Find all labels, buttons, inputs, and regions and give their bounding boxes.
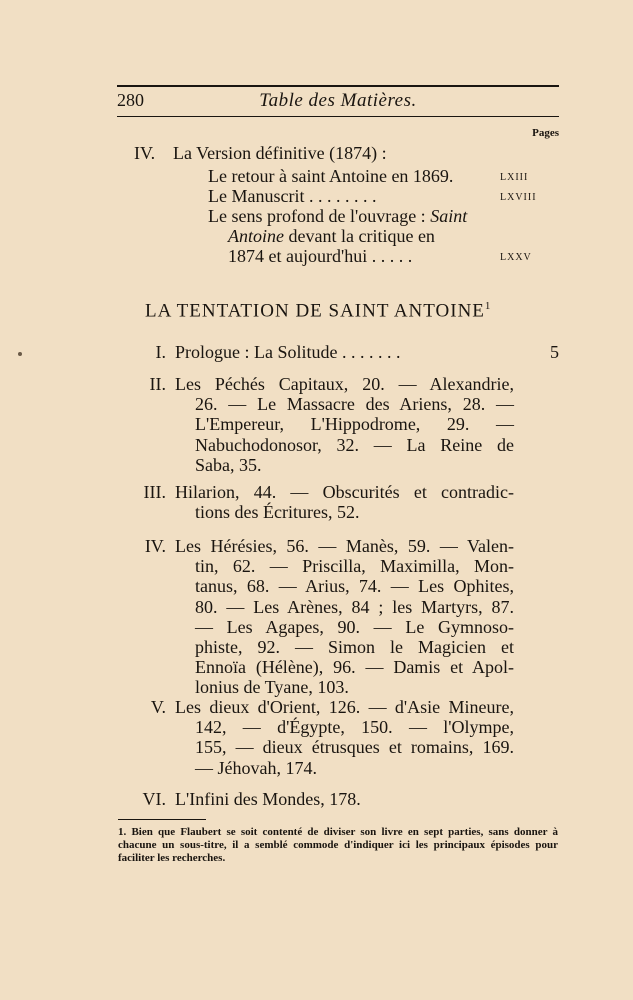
paper-speck: [18, 352, 22, 356]
part-iv-entry-2-text: Le Manuscrit: [208, 186, 305, 206]
entry-italic-text: Antoine: [228, 226, 284, 246]
toc-numeral: I.: [155, 342, 166, 362]
toc-line: L'Infini des Mondes, 178.: [175, 789, 361, 809]
part-iv-entry-3-line-1: [208, 206, 488, 227]
leader-dots: . . . . .: [371, 246, 413, 266]
part-iv-entry-1: Le retour à saint Antoine en 1869.: [208, 166, 454, 186]
entry-text: 1874 et aujourd'hui: [228, 246, 368, 266]
toc-line: — Jéhovah, 174.: [195, 757, 317, 778]
toc-line: 155, — dieux étrusques et romains, 169.: [195, 737, 514, 758]
part-iv-entry-2: [208, 186, 376, 207]
toc-line: 26. — Le Massacre des Ariens, 28. —: [195, 394, 514, 415]
toc-line: Nabuchodonosor, 32. — La Reine de: [195, 434, 514, 455]
entry-text: devant la critique en: [284, 226, 435, 246]
toc-line: Prologue : La Solitude . . . . . . .: [175, 342, 401, 362]
footnote-mark: 1: [484, 300, 492, 312]
header-underline: [117, 116, 559, 117]
entry-text: Le sens profond de l'ouvrage :: [208, 206, 431, 226]
toc-line: tin, 62. — Priscilla, Maximilla, Mon-: [195, 556, 514, 577]
toc-line: Ennoïa (Hélène), 96. — Damis et Apol-: [195, 657, 514, 678]
running-title: Table des Matières.: [259, 90, 417, 111]
part-iv-entry-1-page: lxiii: [500, 169, 529, 184]
toc-line: tanus, 68. — Arius, 74. — Les Ophites,: [195, 576, 514, 597]
footnote-rule: [118, 819, 206, 820]
part-iv-title: La Version définitive (1874) :: [173, 143, 387, 163]
toc-line: Hilarion, 44. — Obscurités et contradic-: [175, 482, 514, 502]
part-iv-entry-3-line-3: [228, 246, 412, 267]
toc-page-number: 5: [550, 342, 559, 362]
toc-numeral: III.: [143, 482, 166, 502]
toc-line: phiste, 92. — Simon le Magicien et: [195, 637, 514, 657]
toc-line: — Les Agapes, 90. — Le Gymnoso-: [195, 616, 514, 637]
toc-numeral: IV.: [144, 536, 166, 556]
toc-line: 142, — d'Égypte, 150. — l'Olympe,: [195, 717, 514, 738]
leader-dots: . . . . . . . .: [308, 186, 377, 206]
toc-numeral: V.: [150, 697, 166, 717]
page-header: [117, 90, 559, 116]
toc-line: Saba, 35.: [195, 454, 262, 475]
toc-line: Les Péchés Capitaux, 20. — Alexandrie,: [175, 374, 514, 394]
toc-line: L'Empereur, L'Hippodrome, 29. —: [195, 414, 514, 435]
part-iv-entry-2-page: lxviii: [500, 189, 537, 204]
pages-column-label: Pages: [532, 127, 559, 139]
toc-numeral: VI.: [142, 789, 166, 809]
footnote: 1. Bien que Flaubert se soit contenté de diviser son livre en sept parties, sans donner à chacune un sous-titre, il a semblé commode d'indiquer ici les principaux épisodes pour faciliter les recherches.: [118, 826, 558, 864]
section-title-text: LA TENTATION DE SAINT ANTOINE: [145, 300, 485, 322]
part-iv-entry-3-page: lxxv: [500, 249, 532, 264]
toc-numeral: II.: [149, 374, 166, 394]
section-title: [145, 300, 491, 322]
part-iv-numeral: IV.: [134, 143, 156, 163]
toc-line: lonius de Tyane, 103.: [195, 677, 349, 698]
page-number: 280: [117, 90, 144, 110]
toc-line: 80. — Les Arènes, 84 ; les Martyrs, 87.: [195, 596, 514, 617]
part-iv-entry-3-line-2: [228, 226, 435, 247]
toc-line: Les dieux d'Orient, 126. — d'Asie Mineure,: [175, 697, 514, 717]
leader-dots: . . . . . . .: [337, 342, 401, 362]
toc-line: tions des Écritures, 52.: [195, 502, 360, 523]
header-rule: [117, 85, 559, 87]
entry-italic-text: Saint: [430, 206, 468, 226]
toc-line: Les Hérésies, 56. — Manès, 59. — Valen-: [175, 536, 514, 556]
